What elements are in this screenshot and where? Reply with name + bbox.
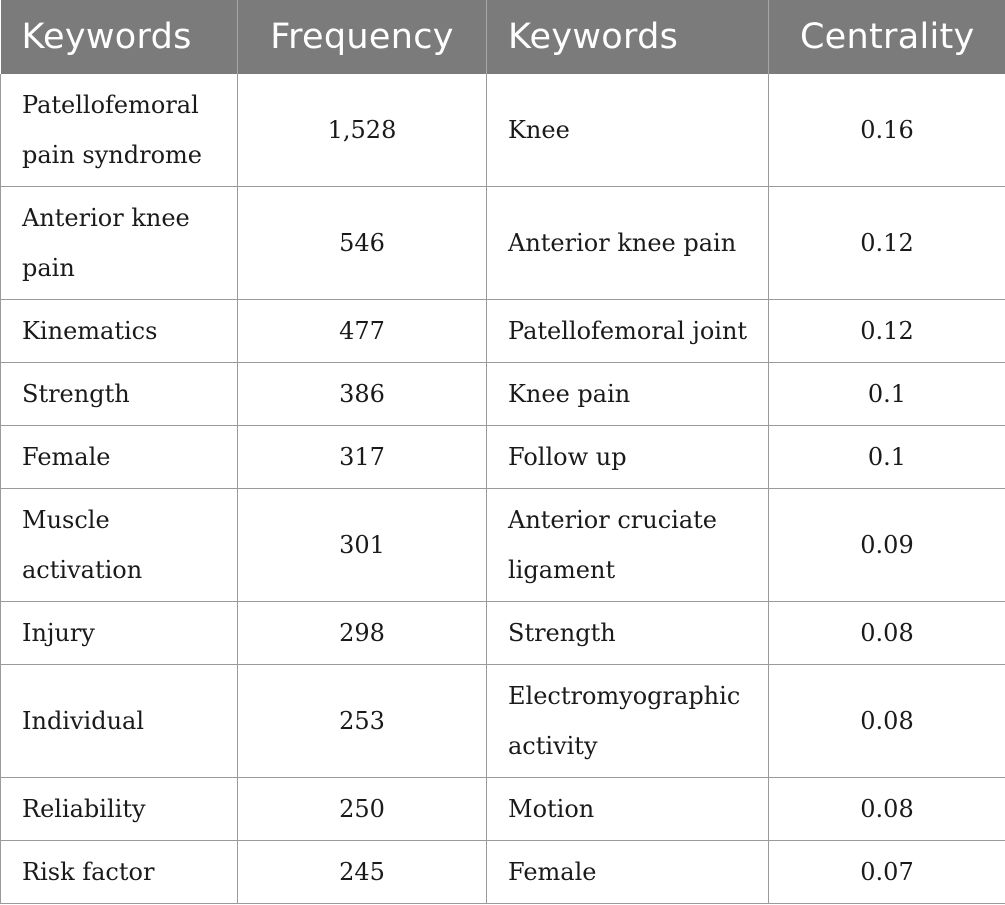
keyword-cell: Muscle activation [1, 489, 238, 602]
keyword-cell: Strength [1, 363, 238, 426]
keyword-cell: Patellofemoral joint [487, 300, 769, 363]
table-row [1, 665, 1005, 778]
header-keywords-frequency: Keywords [1, 0, 238, 74]
frequency-cell: 245 [238, 841, 487, 904]
frequency-cell: 298 [238, 602, 487, 665]
frequency-cell: 250 [238, 778, 487, 841]
frequency-cell: 546 [238, 187, 487, 300]
keyword-cell: Strength [487, 602, 769, 665]
table-body [1, 74, 1005, 904]
centrality-cell: 0.07 [769, 841, 1005, 904]
frequency-cell: 1,528 [238, 74, 487, 187]
table-row [1, 74, 1005, 187]
table-row [1, 300, 1005, 363]
keyword-cell: Individual [1, 665, 238, 778]
centrality-cell: 0.12 [769, 187, 1005, 300]
frequency-cell: 386 [238, 363, 487, 426]
table-row [1, 778, 1005, 841]
centrality-cell: 0.1 [769, 426, 1005, 489]
keyword-cell: Injury [1, 602, 238, 665]
header-keywords-centrality: Keywords [487, 0, 769, 74]
centrality-cell: 0.16 [769, 74, 1005, 187]
keyword-cell: Knee pain [487, 363, 769, 426]
keyword-cell: Risk factor [1, 841, 238, 904]
table-row [1, 602, 1005, 665]
keyword-cell: Reliability [1, 778, 238, 841]
centrality-cell: 0.08 [769, 778, 1005, 841]
keyword-cell: Motion [487, 778, 769, 841]
header-centrality: Centrality [769, 0, 1005, 74]
frequency-cell: 317 [238, 426, 487, 489]
table-header [1, 0, 1005, 74]
keyword-cell: Female [487, 841, 769, 904]
keyword-cell: Knee [487, 74, 769, 187]
keyword-cell: Patellofemoral pain syndrome [1, 74, 238, 187]
keyword-cell: Anterior knee pain [1, 187, 238, 300]
centrality-cell: 0.09 [769, 489, 1005, 602]
centrality-cell: 0.1 [769, 363, 1005, 426]
keyword-cell: Anterior knee pain [487, 187, 769, 300]
frequency-cell: 301 [238, 489, 487, 602]
header-row [1, 0, 1005, 74]
table-row [1, 489, 1005, 602]
keyword-cell: Electromyographic activity [487, 665, 769, 778]
keyword-cell: Kinematics [1, 300, 238, 363]
keyword-cell: Female [1, 426, 238, 489]
keyword-cell: Follow up [487, 426, 769, 489]
centrality-cell: 0.08 [769, 665, 1005, 778]
table-row [1, 841, 1005, 904]
table-row [1, 187, 1005, 300]
frequency-cell: 477 [238, 300, 487, 363]
header-frequency: Frequency [238, 0, 487, 74]
centrality-cell: 0.08 [769, 602, 1005, 665]
keyword-cell: Anterior cruciate ligament [487, 489, 769, 602]
table-row [1, 363, 1005, 426]
frequency-cell: 253 [238, 665, 487, 778]
centrality-cell: 0.12 [769, 300, 1005, 363]
table-row [1, 426, 1005, 489]
